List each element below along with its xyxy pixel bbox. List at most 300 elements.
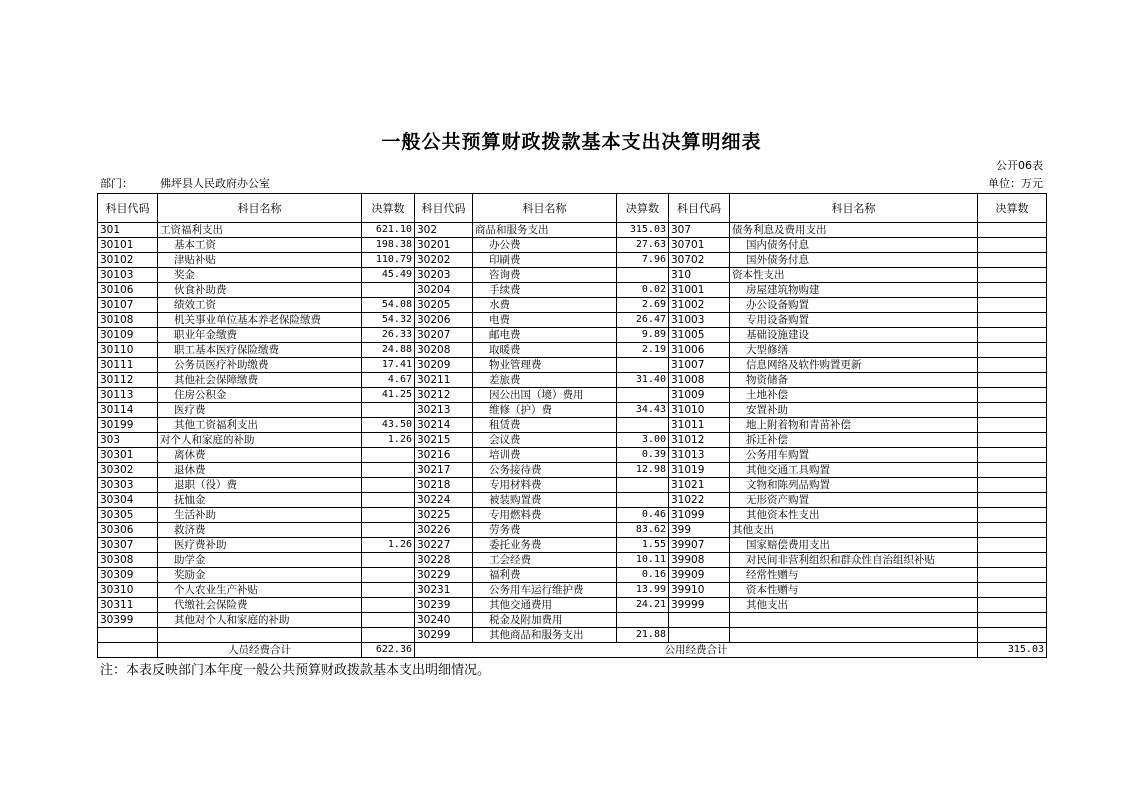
table-row xyxy=(98,373,1047,388)
subject-code: 31008 xyxy=(669,373,730,388)
subject-code: 31009 xyxy=(669,388,730,403)
subject-code: 31001 xyxy=(669,283,730,298)
subject-name: 劳务费 xyxy=(473,523,617,538)
subject-name: 津贴补贴 xyxy=(158,253,362,268)
subject-name: 国家赔偿费用支出 xyxy=(730,538,978,553)
subject-name: 水费 xyxy=(473,298,617,313)
subject-name: 其他支出 xyxy=(730,598,978,613)
expenditure-table xyxy=(97,193,1047,658)
final-amount: 26.47 xyxy=(617,313,669,328)
subject-name: 其他交通费用 xyxy=(473,598,617,613)
final-amount: 1.26 xyxy=(362,433,415,448)
final-amount xyxy=(978,598,1047,613)
subject-code: 30228 xyxy=(415,553,473,568)
subject-name: 救济费 xyxy=(158,523,362,538)
subject-name: 离休费 xyxy=(158,448,362,463)
final-amount xyxy=(617,388,669,403)
subject-name: 物资储备 xyxy=(730,373,978,388)
subject-code: 30201 xyxy=(415,238,473,253)
subject-name: 抚恤金 xyxy=(158,493,362,508)
subject-code: 30199 xyxy=(98,418,158,433)
header-cell: 科目名称 xyxy=(730,194,978,223)
table-row xyxy=(98,328,1047,343)
final-amount xyxy=(978,613,1047,628)
subject-code: 30101 xyxy=(98,238,158,253)
subject-name: 退休费 xyxy=(158,463,362,478)
dept-name: 佛坪县人民政府办公室 xyxy=(160,177,270,190)
subject-name: 维修（护）费 xyxy=(473,403,617,418)
subject-name: 安置补助 xyxy=(730,403,978,418)
header-cell: 科目代码 xyxy=(98,194,158,223)
subject-code: 30206 xyxy=(415,313,473,328)
subject-code: 301 xyxy=(98,223,158,238)
subject-name: 会议费 xyxy=(473,433,617,448)
subject-name: 物业管理费 xyxy=(473,358,617,373)
subject-code: 30702 xyxy=(669,253,730,268)
subject-name: 信息网络及软件购置更新 xyxy=(730,358,978,373)
subject-name: 拆迁补偿 xyxy=(730,433,978,448)
final-amount xyxy=(362,568,415,583)
final-amount xyxy=(362,283,415,298)
header-cell: 科目代码 xyxy=(415,194,473,223)
subject-code xyxy=(669,628,730,643)
final-amount xyxy=(617,478,669,493)
table-row xyxy=(98,283,1047,298)
subject-name: 专用设备购置 xyxy=(730,313,978,328)
header-cell: 决算数 xyxy=(978,194,1047,223)
subject-name: 地上附着物和青苗补偿 xyxy=(730,418,978,433)
subject-name: 文物和陈列品购置 xyxy=(730,478,978,493)
final-amount: 2.69 xyxy=(617,298,669,313)
subject-code: 30203 xyxy=(415,268,473,283)
final-amount: 2.19 xyxy=(617,343,669,358)
subject-code: 30114 xyxy=(98,403,158,418)
subject-name: 印刷费 xyxy=(473,253,617,268)
final-amount xyxy=(617,613,669,628)
subject-name xyxy=(730,613,978,628)
subject-code: 30308 xyxy=(98,553,158,568)
subject-code: 30239 xyxy=(415,598,473,613)
final-amount xyxy=(362,448,415,463)
table-row xyxy=(98,298,1047,313)
subject-name: 其他交通工具购置 xyxy=(730,463,978,478)
final-amount: 43.50 xyxy=(362,418,415,433)
subject-name: 其他商品和服务支出 xyxy=(473,628,617,643)
subject-name: 其他工资福利支出 xyxy=(158,418,362,433)
subject-name xyxy=(158,628,362,643)
final-amount: 41.25 xyxy=(362,388,415,403)
final-amount xyxy=(362,598,415,613)
subject-code: 30229 xyxy=(415,568,473,583)
subject-name: 大型修缮 xyxy=(730,343,978,358)
final-amount xyxy=(978,478,1047,493)
table-row xyxy=(98,268,1047,283)
subject-code: 30226 xyxy=(415,523,473,538)
final-amount xyxy=(362,583,415,598)
final-amount: 31.40 xyxy=(617,373,669,388)
final-amount: 24.21 xyxy=(617,598,669,613)
subject-name: 代缴社会保险费 xyxy=(158,598,362,613)
subject-code: 30310 xyxy=(98,583,158,598)
final-amount: 54.08 xyxy=(362,298,415,313)
final-amount xyxy=(362,478,415,493)
final-amount xyxy=(978,448,1047,463)
final-amount: 0.46 xyxy=(617,508,669,523)
table-row xyxy=(98,523,1047,538)
subject-code: 30218 xyxy=(415,478,473,493)
subject-code: 30299 xyxy=(415,628,473,643)
final-amount: 10.11 xyxy=(617,553,669,568)
subject-code: 31012 xyxy=(669,433,730,448)
subject-code xyxy=(98,628,158,643)
final-amount xyxy=(617,493,669,508)
final-amount xyxy=(362,508,415,523)
subject-code: 39909 xyxy=(669,568,730,583)
subject-code: 30225 xyxy=(415,508,473,523)
subject-code: 39999 xyxy=(669,598,730,613)
subject-name: 专用材料费 xyxy=(473,478,617,493)
final-amount: 45.49 xyxy=(362,268,415,283)
subject-name: 退职（役）费 xyxy=(158,478,362,493)
subject-name: 债务利息及费用支出 xyxy=(730,223,978,238)
final-amount: 7.96 xyxy=(617,253,669,268)
final-amount: 34.43 xyxy=(617,403,669,418)
subject-name: 办公费 xyxy=(473,238,617,253)
subject-code: 31007 xyxy=(669,358,730,373)
subject-code: 30106 xyxy=(98,283,158,298)
subject-name: 职业年金缴费 xyxy=(158,328,362,343)
subject-name: 被装购置费 xyxy=(473,493,617,508)
table-row xyxy=(98,388,1047,403)
final-amount xyxy=(362,628,415,643)
table-row xyxy=(98,478,1047,493)
public-total-value: 315.03 xyxy=(978,643,1047,658)
final-amount xyxy=(978,388,1047,403)
subject-name: 医疗费 xyxy=(158,403,362,418)
final-amount xyxy=(362,403,415,418)
subject-code: 30202 xyxy=(415,253,473,268)
table-row xyxy=(98,508,1047,523)
subject-name: 基本工资 xyxy=(158,238,362,253)
subject-code: 31003 xyxy=(669,313,730,328)
subject-name: 公务用车运行维护费 xyxy=(473,583,617,598)
dept-label: 部门： xyxy=(100,177,133,190)
footnote: 注：本表反映部门本年度一般公共预算财政拨款基本支出明细情况。 xyxy=(100,663,491,678)
subject-name: 因公出国（境）费用 xyxy=(473,388,617,403)
subject-code: 302 xyxy=(415,223,473,238)
subject-code: 30227 xyxy=(415,538,473,553)
final-amount xyxy=(978,523,1047,538)
subject-code: 31022 xyxy=(669,493,730,508)
subject-code: 31021 xyxy=(669,478,730,493)
final-amount xyxy=(362,493,415,508)
subject-code: 30309 xyxy=(98,568,158,583)
subject-code: 31010 xyxy=(669,403,730,418)
subject-code: 30216 xyxy=(415,448,473,463)
table-row xyxy=(98,343,1047,358)
subject-name: 对民间非营利组织和群众性自治组织补贴 xyxy=(730,553,978,568)
subject-code: 310 xyxy=(669,268,730,283)
subject-code: 30103 xyxy=(98,268,158,283)
subject-name: 电费 xyxy=(473,313,617,328)
subject-name: 手续费 xyxy=(473,283,617,298)
subject-name: 国外债务付息 xyxy=(730,253,978,268)
header-cell: 决算数 xyxy=(362,194,415,223)
final-amount xyxy=(978,568,1047,583)
header-cell: 科目名称 xyxy=(473,194,617,223)
final-amount: 21.88 xyxy=(617,628,669,643)
final-amount xyxy=(978,418,1047,433)
final-amount xyxy=(362,613,415,628)
subject-name: 福利费 xyxy=(473,568,617,583)
subject-name: 工资福利支出 xyxy=(158,223,362,238)
subject-name: 资本性支出 xyxy=(730,268,978,283)
subject-code: 30109 xyxy=(98,328,158,343)
final-amount xyxy=(978,298,1047,313)
subject-name: 工会经费 xyxy=(473,553,617,568)
header-row xyxy=(98,194,1047,223)
subject-code: 30301 xyxy=(98,448,158,463)
subject-code: 30208 xyxy=(415,343,473,358)
final-amount xyxy=(978,343,1047,358)
final-amount: 198.38 xyxy=(362,238,415,253)
final-amount xyxy=(978,358,1047,373)
subject-code: 30305 xyxy=(98,508,158,523)
header-cell: 科目名称 xyxy=(158,194,362,223)
subject-code: 30217 xyxy=(415,463,473,478)
final-amount: 17.41 xyxy=(362,358,415,373)
subject-name: 绩效工资 xyxy=(158,298,362,313)
final-amount xyxy=(978,553,1047,568)
subject-code: 39908 xyxy=(669,553,730,568)
subject-code: 39910 xyxy=(669,583,730,598)
subject-code: 30215 xyxy=(415,433,473,448)
final-amount: 24.88 xyxy=(362,343,415,358)
table-row xyxy=(98,253,1047,268)
table-row xyxy=(98,418,1047,433)
subject-name: 委托业务费 xyxy=(473,538,617,553)
subject-name: 职工基本医疗保险缴费 xyxy=(158,343,362,358)
final-amount: 621.10 xyxy=(362,223,415,238)
report-title: 一般公共预算财政拨款基本支出决算明细表 xyxy=(381,131,762,153)
subject-code: 39907 xyxy=(669,538,730,553)
final-amount: 9.89 xyxy=(617,328,669,343)
subject-code: 31019 xyxy=(669,463,730,478)
subject-name: 经常性赠与 xyxy=(730,568,978,583)
subject-code: 30304 xyxy=(98,493,158,508)
final-amount xyxy=(978,373,1047,388)
table-row xyxy=(98,538,1047,553)
subject-code: 30213 xyxy=(415,403,473,418)
header-cell: 科目代码 xyxy=(669,194,730,223)
final-amount xyxy=(978,268,1047,283)
final-amount: 1.26 xyxy=(362,538,415,553)
final-amount xyxy=(978,463,1047,478)
final-amount xyxy=(978,313,1047,328)
subject-name: 租赁费 xyxy=(473,418,617,433)
subject-name: 房屋建筑物购建 xyxy=(730,283,978,298)
subject-name: 机关事业单位基本养老保险缴费 xyxy=(158,313,362,328)
subject-code: 30701 xyxy=(669,238,730,253)
table-row xyxy=(98,493,1047,508)
final-amount: 12.98 xyxy=(617,463,669,478)
subject-name: 个人农业生产补贴 xyxy=(158,583,362,598)
subject-code: 31002 xyxy=(669,298,730,313)
final-amount: 4.67 xyxy=(362,373,415,388)
subject-name: 商品和服务支出 xyxy=(473,223,617,238)
final-amount xyxy=(978,538,1047,553)
subject-code: 30311 xyxy=(98,598,158,613)
subject-name: 生活补助 xyxy=(158,508,362,523)
subject-code: 30306 xyxy=(98,523,158,538)
subject-code: 30302 xyxy=(98,463,158,478)
subject-code: 31006 xyxy=(669,343,730,358)
subject-name: 其他对个人和家庭的补助 xyxy=(158,613,362,628)
table-row xyxy=(98,403,1047,418)
unit-label: 单位：万元 xyxy=(988,177,1043,190)
final-amount xyxy=(978,253,1047,268)
subject-name: 土地补偿 xyxy=(730,388,978,403)
subject-name: 取暖费 xyxy=(473,343,617,358)
personnel-total-label: 人员经费合计 xyxy=(158,643,362,658)
final-amount xyxy=(617,268,669,283)
final-amount: 0.16 xyxy=(617,568,669,583)
subject-code: 30205 xyxy=(415,298,473,313)
subject-name: 其他社会保障缴费 xyxy=(158,373,362,388)
subject-code: 399 xyxy=(669,523,730,538)
subject-name: 医疗费补助 xyxy=(158,538,362,553)
final-amount xyxy=(978,508,1047,523)
subject-code: 31013 xyxy=(669,448,730,463)
table-row xyxy=(98,313,1047,328)
final-amount xyxy=(978,328,1047,343)
subject-name: 住房公积金 xyxy=(158,388,362,403)
final-amount: 1.55 xyxy=(617,538,669,553)
final-amount: 54.32 xyxy=(362,313,415,328)
table-row xyxy=(98,568,1047,583)
table-row xyxy=(98,613,1047,628)
report-sheet xyxy=(97,127,1046,682)
subject-name: 培训费 xyxy=(473,448,617,463)
subject-code: 30204 xyxy=(415,283,473,298)
subject-name: 专用燃料费 xyxy=(473,508,617,523)
final-amount: 315.03 xyxy=(617,223,669,238)
table-row xyxy=(98,448,1047,463)
final-amount xyxy=(362,553,415,568)
subject-name: 其他支出 xyxy=(730,523,978,538)
meta-row xyxy=(97,175,1046,193)
subject-code: 30102 xyxy=(98,253,158,268)
subject-name: 税金及附加费用 xyxy=(473,613,617,628)
subject-code: 30240 xyxy=(415,613,473,628)
subject-code: 31005 xyxy=(669,328,730,343)
public-total-label: 公用经费合计 xyxy=(415,643,978,658)
final-amount xyxy=(362,523,415,538)
subject-name: 办公设备购置 xyxy=(730,298,978,313)
subject-name: 无形资产购置 xyxy=(730,493,978,508)
subject-code: 30112 xyxy=(98,373,158,388)
subject-code: 30224 xyxy=(415,493,473,508)
final-amount xyxy=(617,358,669,373)
subject-code: 30209 xyxy=(415,358,473,373)
table-row xyxy=(98,598,1047,613)
table-row xyxy=(98,463,1047,478)
subject-name: 公务接待费 xyxy=(473,463,617,478)
final-amount xyxy=(978,628,1047,643)
table-row xyxy=(98,433,1047,448)
final-amount: 0.02 xyxy=(617,283,669,298)
subject-name: 奖金 xyxy=(158,268,362,283)
personnel-total-value: 622.36 xyxy=(362,643,415,658)
subject-name: 国内债务付息 xyxy=(730,238,978,253)
subject-code: 30214 xyxy=(415,418,473,433)
subject-name: 咨询费 xyxy=(473,268,617,283)
final-amount xyxy=(978,223,1047,238)
subject-name: 资本性赠与 xyxy=(730,583,978,598)
subject-code: 30399 xyxy=(98,613,158,628)
subject-code: 30108 xyxy=(98,313,158,328)
final-amount xyxy=(978,238,1047,253)
final-amount: 13.99 xyxy=(617,583,669,598)
subject-name: 伙食补助费 xyxy=(158,283,362,298)
subject-code: 30303 xyxy=(98,478,158,493)
subject-name: 差旅费 xyxy=(473,373,617,388)
final-amount: 110.79 xyxy=(362,253,415,268)
subject-name: 基础设施建设 xyxy=(730,328,978,343)
subject-name: 对个人和家庭的补助 xyxy=(158,433,362,448)
subject-code: 30231 xyxy=(415,583,473,598)
subject-code: 307 xyxy=(669,223,730,238)
final-amount: 26.33 xyxy=(362,328,415,343)
final-amount: 27.63 xyxy=(617,238,669,253)
subject-code: 30107 xyxy=(98,298,158,313)
final-amount: 83.62 xyxy=(617,523,669,538)
subject-code: 30113 xyxy=(98,388,158,403)
final-amount xyxy=(978,493,1047,508)
subject-code: 30307 xyxy=(98,538,158,553)
final-amount xyxy=(362,463,415,478)
subject-name: 公务员医疗补助缴费 xyxy=(158,358,362,373)
subject-code: 30207 xyxy=(415,328,473,343)
final-amount xyxy=(978,433,1047,448)
subject-code: 303 xyxy=(98,433,158,448)
final-amount xyxy=(978,403,1047,418)
table-row xyxy=(98,553,1047,568)
subject-name: 邮电费 xyxy=(473,328,617,343)
final-amount xyxy=(978,283,1047,298)
subject-code: 31099 xyxy=(669,508,730,523)
subject-name xyxy=(730,628,978,643)
table-row xyxy=(98,583,1047,598)
subject-name: 公务用车购置 xyxy=(730,448,978,463)
subject-code: 30211 xyxy=(415,373,473,388)
final-amount: 3.00 xyxy=(617,433,669,448)
subject-code: 30111 xyxy=(98,358,158,373)
table-code: 公开06表 xyxy=(996,159,1043,172)
final-amount xyxy=(978,583,1047,598)
table-row xyxy=(98,238,1047,253)
subject-name: 其他资本性支出 xyxy=(730,508,978,523)
subject-code: 30212 xyxy=(415,388,473,403)
subject-code: 30110 xyxy=(98,343,158,358)
subject-code xyxy=(669,613,730,628)
final-amount: 0.39 xyxy=(617,448,669,463)
final-amount xyxy=(617,418,669,433)
subject-name: 奖励金 xyxy=(158,568,362,583)
subject-code: 31011 xyxy=(669,418,730,433)
table-row xyxy=(98,223,1047,238)
table-row xyxy=(98,628,1047,643)
